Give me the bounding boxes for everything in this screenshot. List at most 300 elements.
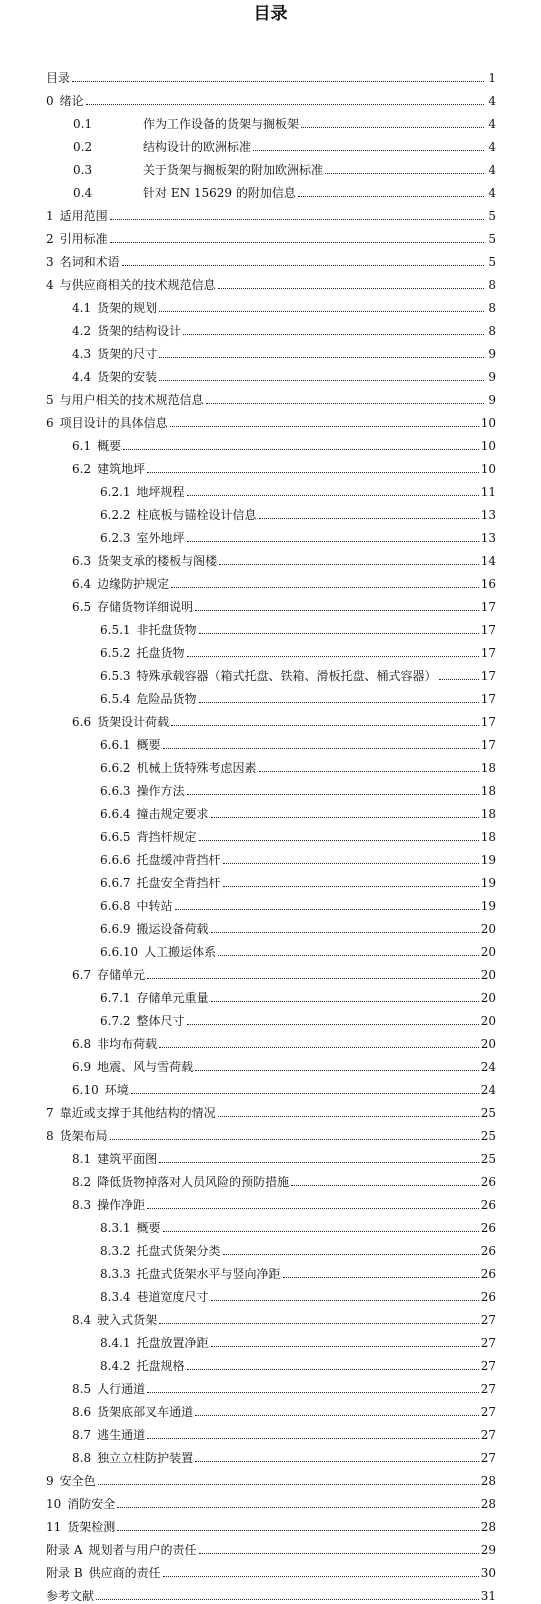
toc-entry-page-number: 27	[480, 1382, 496, 1396]
toc-entry-number: 6.2	[72, 462, 92, 476]
toc-entry-label: 建筑地坪	[97, 462, 146, 476]
toc-entry-label: 危险品货物	[136, 692, 197, 706]
toc-entry-label: 货架底部叉车通道	[97, 1405, 194, 1419]
dot-leader	[147, 1438, 479, 1439]
toc-entry[interactable]	[46, 937, 496, 960]
toc-entry-page-number: 13	[480, 508, 496, 522]
toc-entry-number: 6.5.2	[100, 646, 131, 660]
toc-entry[interactable]	[46, 1098, 496, 1121]
toc-entry-number: 6.5.1	[100, 623, 131, 637]
toc-entry-page-number: 27	[480, 1313, 496, 1327]
toc-entry[interactable]	[46, 845, 496, 868]
dot-leader	[253, 150, 484, 151]
toc-entry-number: 6.6.3	[100, 784, 131, 798]
toc-entry-label: 人行通道	[97, 1382, 146, 1396]
toc-entry-page-number: 27	[480, 1336, 496, 1350]
toc-entry-number: 8.2	[72, 1175, 92, 1189]
toc-entry[interactable]	[46, 155, 496, 178]
toc-entry[interactable]	[46, 270, 496, 293]
toc-entry-number: 6.6.10	[100, 945, 139, 959]
toc-entry-label: 整体尺寸	[136, 1014, 185, 1028]
toc-entry-page-number: 10	[480, 462, 496, 476]
dot-leader	[96, 1599, 479, 1600]
table-of-contents	[46, 63, 496, 1604]
dot-leader	[283, 1277, 479, 1278]
toc-entry[interactable]	[46, 1351, 496, 1374]
toc-entry[interactable]	[46, 86, 496, 109]
toc-entry-label: 安全色	[59, 1474, 96, 1488]
dot-leader	[98, 1484, 479, 1485]
toc-entry-label: 托盘式货架水平与竖向净距	[136, 1267, 281, 1281]
toc-entry-number: 6.3	[72, 554, 92, 568]
toc-entry-page-number: 20	[480, 991, 496, 1005]
toc-entry-label: 背挡杆规定	[136, 830, 197, 844]
toc-entry-number: 6.6.2	[100, 761, 131, 775]
toc-entry[interactable]	[46, 224, 496, 247]
toc-entry-label: 托盘放置净距	[136, 1336, 209, 1350]
toc-entry[interactable]	[46, 1144, 496, 1167]
toc-entry-label: 与供应商相关的技术规范信息	[59, 278, 216, 292]
toc-entry-number: 0	[46, 94, 54, 108]
toc-entry[interactable]	[46, 822, 496, 845]
toc-entry-number: 5	[46, 393, 54, 407]
toc-entry-label: 概要	[97, 439, 122, 453]
toc-entry-page-number: 17	[480, 600, 496, 614]
toc-entry-page-number: 19	[480, 876, 496, 890]
toc-entry-page-number: 9	[488, 393, 496, 407]
toc-entry-label: 室外地坪	[136, 531, 185, 545]
toc-entry-number: 9	[46, 1474, 54, 1488]
toc-entry-label: 托盘缓冲背挡杆	[136, 853, 221, 867]
toc-entry-page-number: 28	[480, 1474, 496, 1488]
toc-entry-number: 4.3	[72, 347, 92, 361]
toc-entry-page-number: 17	[480, 623, 496, 637]
toc-entry-page-number: 18	[480, 807, 496, 821]
toc-entry-label: 托盘货物	[136, 646, 185, 660]
dot-leader	[195, 610, 479, 611]
toc-entry-page-number: 17	[480, 646, 496, 660]
toc-entry-label: 降低货物掉落对人员风险的预防措施	[97, 1175, 290, 1189]
toc-entry-number: 8.3.4	[100, 1290, 131, 1304]
toc-entry-label: 货架的安装	[97, 370, 158, 384]
toc-entry-page-number: 26	[480, 1198, 496, 1212]
toc-entry-number: 8.3.2	[100, 1244, 131, 1258]
toc-entry-page-number: 19	[480, 899, 496, 913]
toc-entry[interactable]	[46, 569, 496, 592]
toc-entry-page-number: 18	[480, 761, 496, 775]
toc-entry-number: 6.5	[72, 600, 92, 614]
toc-entry[interactable]	[46, 385, 496, 408]
toc-entry-page-number: 20	[480, 945, 496, 959]
toc-entry-page-number: 4	[488, 94, 496, 108]
toc-entry-page-number: 26	[480, 1175, 496, 1189]
toc-entry-page-number: 5	[488, 209, 496, 223]
dot-leader	[122, 265, 484, 266]
toc-entry-page-number: 19	[480, 853, 496, 867]
toc-entry-number: 8.4.1	[100, 1336, 131, 1350]
toc-entry-page-number: 4	[488, 186, 496, 200]
toc-entry-number: 1	[46, 209, 54, 223]
dot-leader	[291, 1185, 479, 1186]
dot-leader	[163, 748, 479, 749]
toc-entry[interactable]	[46, 247, 496, 270]
toc-entry-page-number: 25	[480, 1129, 496, 1143]
toc-entry-label: 针对 EN 15629 的附加信息	[143, 186, 296, 200]
toc-entry-label: 搬运设备荷载	[136, 922, 209, 936]
toc-entry[interactable]	[46, 63, 496, 86]
dot-leader	[147, 472, 479, 473]
toc-entry-page-number: 24	[480, 1060, 496, 1074]
toc-entry[interactable]	[46, 1259, 496, 1282]
toc-entry-number: 6.5.3	[100, 669, 131, 683]
toc-entry-number: 3	[46, 255, 54, 269]
toc-entry-number: 6.6.9	[100, 922, 131, 936]
toc-entry-page-number: 17	[480, 669, 496, 683]
dot-leader	[199, 702, 479, 703]
toc-entry-label: 驶入式货架	[97, 1313, 158, 1327]
toc-entry-page-number: 10	[480, 416, 496, 430]
dot-leader	[211, 1346, 479, 1347]
toc-entry[interactable]	[46, 1029, 496, 1052]
toc-entry-number: 6.2.1	[100, 485, 131, 499]
toc-entry-label: 与用户相关的技术规范信息	[59, 393, 204, 407]
toc-entry-number: 6.1	[72, 439, 92, 453]
toc-entry-number: 6.6	[72, 715, 92, 729]
dot-leader	[159, 380, 484, 381]
toc-entry-number: 6.7	[72, 968, 92, 982]
toc-entry-label: 撞击规定要求	[136, 807, 209, 821]
dot-leader	[159, 1162, 479, 1163]
toc-entry[interactable]	[46, 1489, 496, 1512]
toc-entry[interactable]	[46, 1512, 496, 1535]
toc-entry-page-number: 20	[480, 1037, 496, 1051]
toc-entry-label: 名词和术语	[59, 255, 120, 269]
toc-entry-number: 6.2.2	[100, 508, 131, 522]
toc-entry-page-number: 28	[480, 1520, 496, 1534]
dot-leader	[223, 1254, 479, 1255]
toc-entry-label: 存储单元重量	[136, 991, 209, 1005]
toc-entry-label: 逃生通道	[97, 1428, 146, 1442]
dot-leader	[218, 955, 479, 956]
toc-entry-page-number: 17	[480, 738, 496, 752]
dot-leader	[195, 1415, 479, 1416]
toc-entry-page-number: 4	[488, 163, 496, 177]
toc-entry-number: 0.3	[73, 163, 93, 177]
toc-entry-label: 供应商的责任	[88, 1566, 161, 1580]
toc-entry[interactable]	[46, 132, 496, 155]
toc-entry-page-number: 26	[480, 1267, 496, 1281]
toc-entry-number: 6.9	[72, 1060, 92, 1074]
toc-entry[interactable]	[46, 1581, 496, 1604]
dot-leader	[187, 541, 479, 542]
toc-entry[interactable]	[46, 891, 496, 914]
toc-entry-number: 7	[46, 1106, 54, 1120]
toc-entry[interactable]	[46, 1374, 496, 1397]
toc-entry-page-number: 28	[480, 1497, 496, 1511]
toc-entry[interactable]	[46, 339, 496, 362]
toc-entry[interactable]	[46, 109, 496, 132]
dot-leader	[187, 656, 479, 657]
toc-entry[interactable]	[46, 408, 496, 431]
toc-entry-page-number: 20	[480, 968, 496, 982]
dot-leader	[439, 679, 479, 680]
toc-entry[interactable]	[46, 1558, 496, 1581]
toc-entry-page-number: 4	[488, 117, 496, 131]
dot-leader	[199, 1553, 479, 1554]
toc-entry[interactable]	[46, 1236, 496, 1259]
dot-leader	[187, 1024, 479, 1025]
toc-entry-page-number: 13	[480, 531, 496, 545]
dot-leader	[110, 1139, 479, 1140]
toc-entry[interactable]	[46, 1466, 496, 1489]
dot-leader	[171, 587, 479, 588]
toc-entry-page-number: 24	[480, 1083, 496, 1097]
toc-entry[interactable]	[46, 362, 496, 385]
toc-entry-page-number: 20	[480, 922, 496, 936]
dot-leader	[183, 334, 484, 335]
toc-entry[interactable]	[46, 293, 496, 316]
toc-entry-label: 操作方法	[136, 784, 185, 798]
toc-entry-number: 0.2	[73, 140, 93, 154]
toc-entry-number: 8.4	[72, 1313, 92, 1327]
toc-entry-label: 靠近或支撑于其他结构的情况	[59, 1106, 216, 1120]
toc-entry-number: 6.7.1	[100, 991, 131, 1005]
toc-entry-number: 2	[46, 232, 54, 246]
toc-entry-number: 0.4	[73, 186, 93, 200]
toc-entry-number: 8.7	[72, 1428, 92, 1442]
toc-entry-label: 项目设计的具体信息	[59, 416, 168, 430]
dot-leader	[147, 1208, 479, 1209]
toc-entry-label: 托盘规格	[136, 1359, 185, 1373]
toc-entry[interactable]	[46, 960, 496, 983]
toc-entry-number: 6.4	[72, 577, 92, 591]
dot-leader	[199, 633, 479, 634]
toc-entry[interactable]	[46, 1535, 496, 1558]
toc-entry-page-number: 5	[488, 255, 496, 269]
toc-entry-number: 8.3.1	[100, 1221, 131, 1235]
toc-entry[interactable]	[46, 914, 496, 937]
toc-entry[interactable]	[46, 523, 496, 546]
dot-leader	[159, 1047, 479, 1048]
toc-entry-number: 10	[46, 1497, 62, 1511]
toc-entry[interactable]	[46, 546, 496, 569]
toc-entry[interactable]	[46, 753, 496, 776]
toc-entry[interactable]	[46, 1052, 496, 1075]
toc-entry-page-number: 9	[488, 370, 496, 384]
toc-entry-label: 柱底板与锚栓设计信息	[136, 508, 257, 522]
dot-leader	[325, 173, 484, 174]
toc-entry-page-number: 16	[480, 577, 496, 591]
dot-leader	[259, 518, 479, 519]
toc-entry-page-number: 17	[480, 715, 496, 729]
dot-leader	[218, 288, 484, 289]
dot-leader	[187, 1369, 479, 1370]
toc-entry-page-number: 8	[488, 278, 496, 292]
dot-leader	[117, 1530, 478, 1531]
dot-leader	[159, 357, 484, 358]
toc-entry-label: 货架的规划	[97, 301, 158, 315]
toc-entry-page-number: 27	[480, 1451, 496, 1465]
toc-entry[interactable]	[46, 316, 496, 339]
toc-entry[interactable]	[46, 638, 496, 661]
toc-entry-number: 8.3.3	[100, 1267, 131, 1281]
toc-entry-label: 托盘安全背挡杆	[136, 876, 221, 890]
toc-entry-number: 6.6.8	[100, 899, 131, 913]
toc-entry[interactable]	[46, 730, 496, 753]
page-title: 目录	[253, 4, 288, 24]
toc-entry[interactable]	[46, 592, 496, 615]
toc-entry-page-number: 4	[488, 140, 496, 154]
toc-entry-label: 参考文献	[46, 1589, 95, 1603]
toc-entry-label: 消防安全	[67, 1497, 116, 1511]
toc-entry[interactable]	[46, 868, 496, 891]
dot-leader	[147, 1392, 479, 1393]
toc-entry-number: 8.5	[72, 1382, 92, 1396]
toc-entry-page-number: 18	[480, 830, 496, 844]
toc-entry-number: 6.6.4	[100, 807, 131, 821]
toc-entry-label: 边缘防护规定	[97, 577, 170, 591]
toc-entry[interactable]	[46, 1213, 496, 1236]
toc-entry[interactable]	[46, 1443, 496, 1466]
toc-entry-number: 6.6.6	[100, 853, 131, 867]
toc-entry-number: 8.4.2	[100, 1359, 131, 1373]
toc-entry-page-number: 18	[480, 784, 496, 798]
toc-entry-number: 6	[46, 416, 54, 430]
toc-entry-label: 货架设计荷载	[97, 715, 170, 729]
toc-entry[interactable]	[46, 1282, 496, 1305]
toc-entry[interactable]	[46, 201, 496, 224]
dot-leader	[117, 1507, 478, 1508]
toc-entry[interactable]	[46, 1397, 496, 1420]
toc-entry-number: 11	[46, 1520, 62, 1534]
toc-entry-page-number: 26	[480, 1244, 496, 1258]
dot-leader	[298, 196, 484, 197]
toc-entry-number: 8	[46, 1129, 54, 1143]
toc-entry-label: 中转站	[136, 899, 173, 913]
toc-entry-label: 概要	[136, 1221, 161, 1235]
toc-entry-label: 托盘式货架分类	[136, 1244, 221, 1258]
toc-entry[interactable]	[46, 661, 496, 684]
toc-entry[interactable]	[46, 799, 496, 822]
toc-entry-page-number: 17	[480, 692, 496, 706]
dot-leader	[211, 1001, 479, 1002]
toc-entry-label: 引用标准	[59, 232, 108, 246]
toc-entry-label: 货架的尺寸	[97, 347, 158, 361]
toc-entry-label: 结构设计的欧洲标准	[143, 140, 252, 154]
toc-entry-page-number: 26	[480, 1221, 496, 1235]
toc-entry-number: 6.8	[72, 1037, 92, 1051]
toc-entry-number: 附录 B	[46, 1566, 83, 1580]
toc-entry-label: 独立立柱防护装置	[97, 1451, 194, 1465]
toc-entry[interactable]	[46, 1167, 496, 1190]
toc-entry[interactable]	[46, 615, 496, 638]
toc-entry-label: 非均布荷载	[97, 1037, 158, 1051]
toc-entry-number: 8.6	[72, 1405, 92, 1419]
toc-entry-page-number: 20	[480, 1014, 496, 1028]
dot-leader	[206, 403, 484, 404]
toc-entry-number: 4.4	[72, 370, 92, 384]
toc-entry-page-number: 30	[480, 1566, 496, 1580]
toc-entry-label: 存储货物详细说明	[97, 600, 194, 614]
toc-entry-page-number: 11	[480, 485, 496, 499]
toc-entry-label: 地震、风与雪荷载	[97, 1060, 194, 1074]
toc-entry[interactable]	[46, 684, 496, 707]
toc-entry-page-number: 27	[480, 1405, 496, 1419]
toc-entry-label: 建筑平面图	[97, 1152, 158, 1166]
dot-leader	[223, 886, 479, 887]
toc-entry[interactable]	[46, 983, 496, 1006]
dot-leader	[259, 771, 479, 772]
toc-entry[interactable]	[46, 1075, 496, 1098]
dot-leader	[72, 81, 484, 82]
dot-leader	[211, 817, 479, 818]
toc-entry[interactable]	[46, 707, 496, 730]
toc-entry-number: 8.1	[72, 1152, 92, 1166]
toc-entry[interactable]	[46, 178, 496, 201]
toc-entry-page-number: 8	[488, 324, 496, 338]
toc-entry-number: 6.10	[72, 1083, 99, 1097]
toc-entry[interactable]	[46, 431, 496, 454]
dot-leader	[218, 1116, 479, 1117]
toc-entry-label: 适用范围	[59, 209, 108, 223]
toc-entry-label: 概要	[136, 738, 161, 752]
toc-entry-label: 特殊承载容器（箱式托盘、铁箱、滑板托盘、桶式容器）	[136, 669, 437, 683]
dot-leader	[131, 1093, 479, 1094]
toc-entry[interactable]	[46, 1121, 496, 1144]
toc-entry[interactable]	[46, 1328, 496, 1351]
dot-leader	[163, 1231, 479, 1232]
toc-entry-label: 环境	[104, 1083, 129, 1097]
dot-leader	[159, 1323, 479, 1324]
toc-entry-number: 0.1	[73, 117, 93, 131]
toc-entry-page-number: 8	[488, 301, 496, 315]
dot-leader	[219, 564, 479, 565]
toc-entry[interactable]	[46, 1420, 496, 1443]
toc-entry-label: 机械上货特殊考虑因素	[136, 761, 257, 775]
dot-leader	[110, 242, 484, 243]
toc-entry[interactable]	[46, 776, 496, 799]
toc-entry[interactable]	[46, 1190, 496, 1213]
toc-entry-number: 6.5.4	[100, 692, 131, 706]
dot-leader	[187, 794, 479, 795]
dot-leader	[195, 1461, 479, 1462]
toc-entry-number: 6.6.7	[100, 876, 131, 890]
dot-leader	[211, 932, 479, 933]
toc-entry-page-number: 31	[480, 1589, 496, 1603]
toc-entry-number: 4	[46, 278, 54, 292]
toc-entry[interactable]	[46, 1006, 496, 1029]
toc-entry-number: 6.6.1	[100, 738, 131, 752]
toc-entry-label: 关于货架与搁板架的附加欧洲标准	[143, 163, 324, 177]
toc-entry[interactable]	[46, 500, 496, 523]
toc-entry-label: 规划者与用户的责任	[88, 1543, 197, 1557]
toc-entry-label: 人工搬运体系	[144, 945, 217, 959]
toc-entry-page-number: 14	[480, 554, 496, 568]
dot-leader	[159, 311, 484, 312]
toc-entry-page-number: 5	[488, 232, 496, 246]
toc-entry[interactable]	[46, 1305, 496, 1328]
toc-entry[interactable]	[46, 477, 496, 500]
toc-entry-page-number: 26	[480, 1290, 496, 1304]
toc-entry-number: 6.2.3	[100, 531, 131, 545]
toc-entry[interactable]	[46, 454, 496, 477]
toc-entry-label: 货架布局	[59, 1129, 108, 1143]
toc-entry-label: 目录	[46, 71, 71, 85]
dot-leader	[110, 219, 484, 220]
toc-entry-label: 货架检测	[67, 1520, 116, 1534]
toc-entry-page-number: 27	[480, 1359, 496, 1373]
toc-entry-page-number: 1	[488, 71, 496, 85]
